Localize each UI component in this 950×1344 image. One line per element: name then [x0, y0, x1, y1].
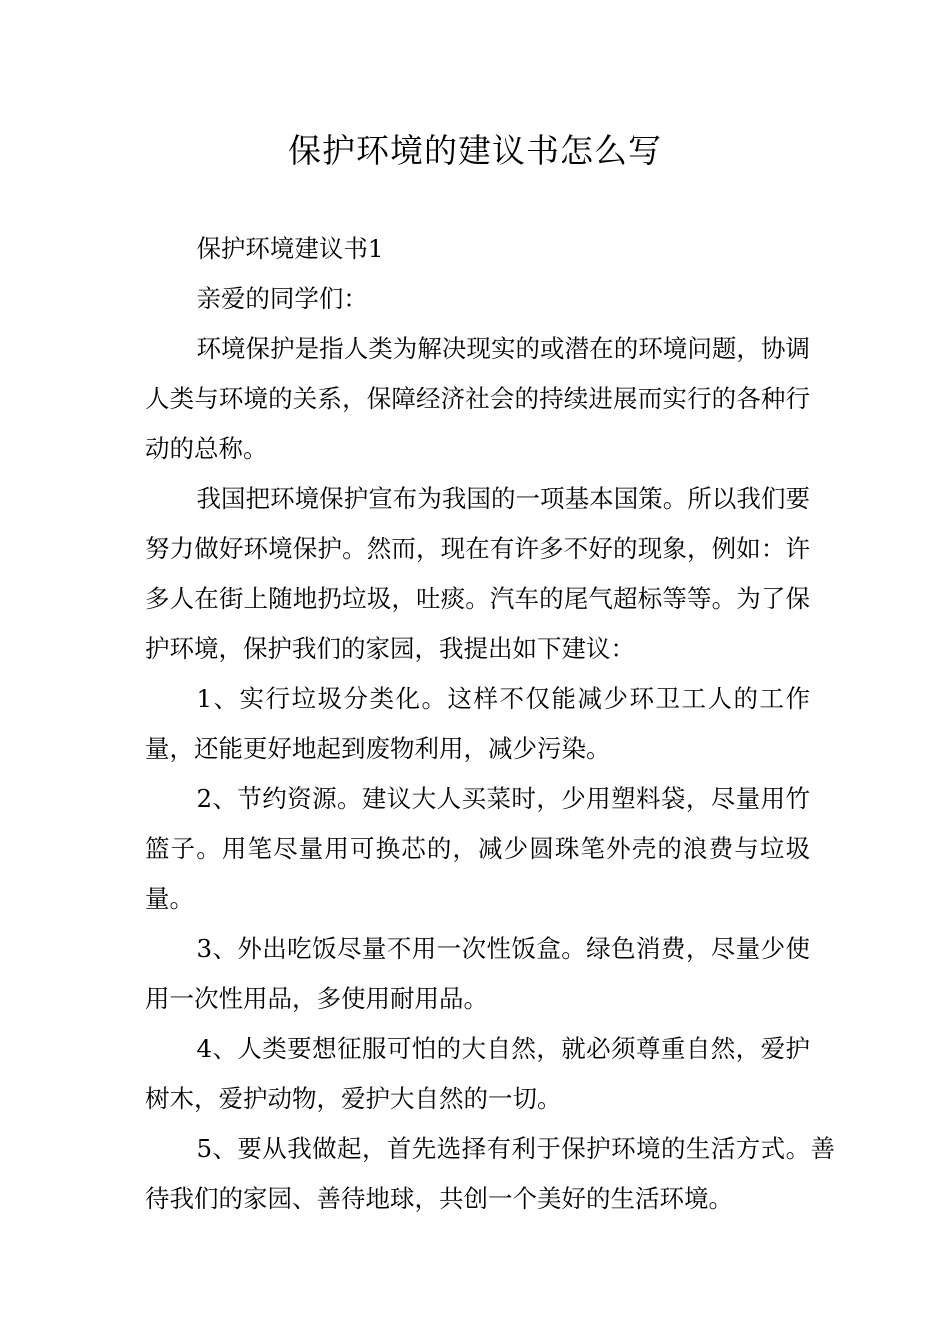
suggestion-item: 5、要从我做起，首先选择有利于保护环境的生活方式。善待我们的家园、善待地球，共创一个美好的生活环境。	[145, 1134, 835, 1213]
suggestion-item: 3、外出吃饭尽量不用一次性饭盒。绿色消费，尽量少使用一次性用品，多使用耐用品。	[145, 934, 810, 1013]
suggestion-item: 4、人类要想征服可怕的大自然，就必须尊重自然，爱护树木，爱护动物，爱护大自然的一切。	[145, 1034, 810, 1113]
salutation: 亲爱的同学们：	[196, 284, 368, 313]
suggestion-item: 1、实行垃圾分类化。这样不仅能减少环卫工人的工作量，还能更好地起到废物利用，减少污染。	[145, 684, 810, 763]
paragraph: 我国把环境保护宣布为我国的一项基本国策。所以我们要努力做好环境保护。然而，现在有许多不好的现象，例如：许多人在街上随地扔垃圾，吐痰。汽车的尾气超标等等。为了保护环境，保护我们的家园，我提出如下建议：	[145, 484, 810, 663]
suggestion-item: 2、节约资源。建议大人买菜时，少用塑料袋，尽量用竹篮子。用笔尽量用可换芯的，减少圆珠笔外壳的浪费与垃圾量。	[145, 784, 810, 913]
document-body	[145, 224, 835, 1224]
paragraph: 环境保护是指人类为解决现实的或潜在的环境问题，协调人类与环境的关系，保障经济社会的持续进展而实行的各种行动的总称。	[145, 334, 810, 463]
section-heading: 保护环境建议书1	[196, 234, 384, 263]
document-title: 保护环境的建议书怎么写	[288, 131, 662, 170]
